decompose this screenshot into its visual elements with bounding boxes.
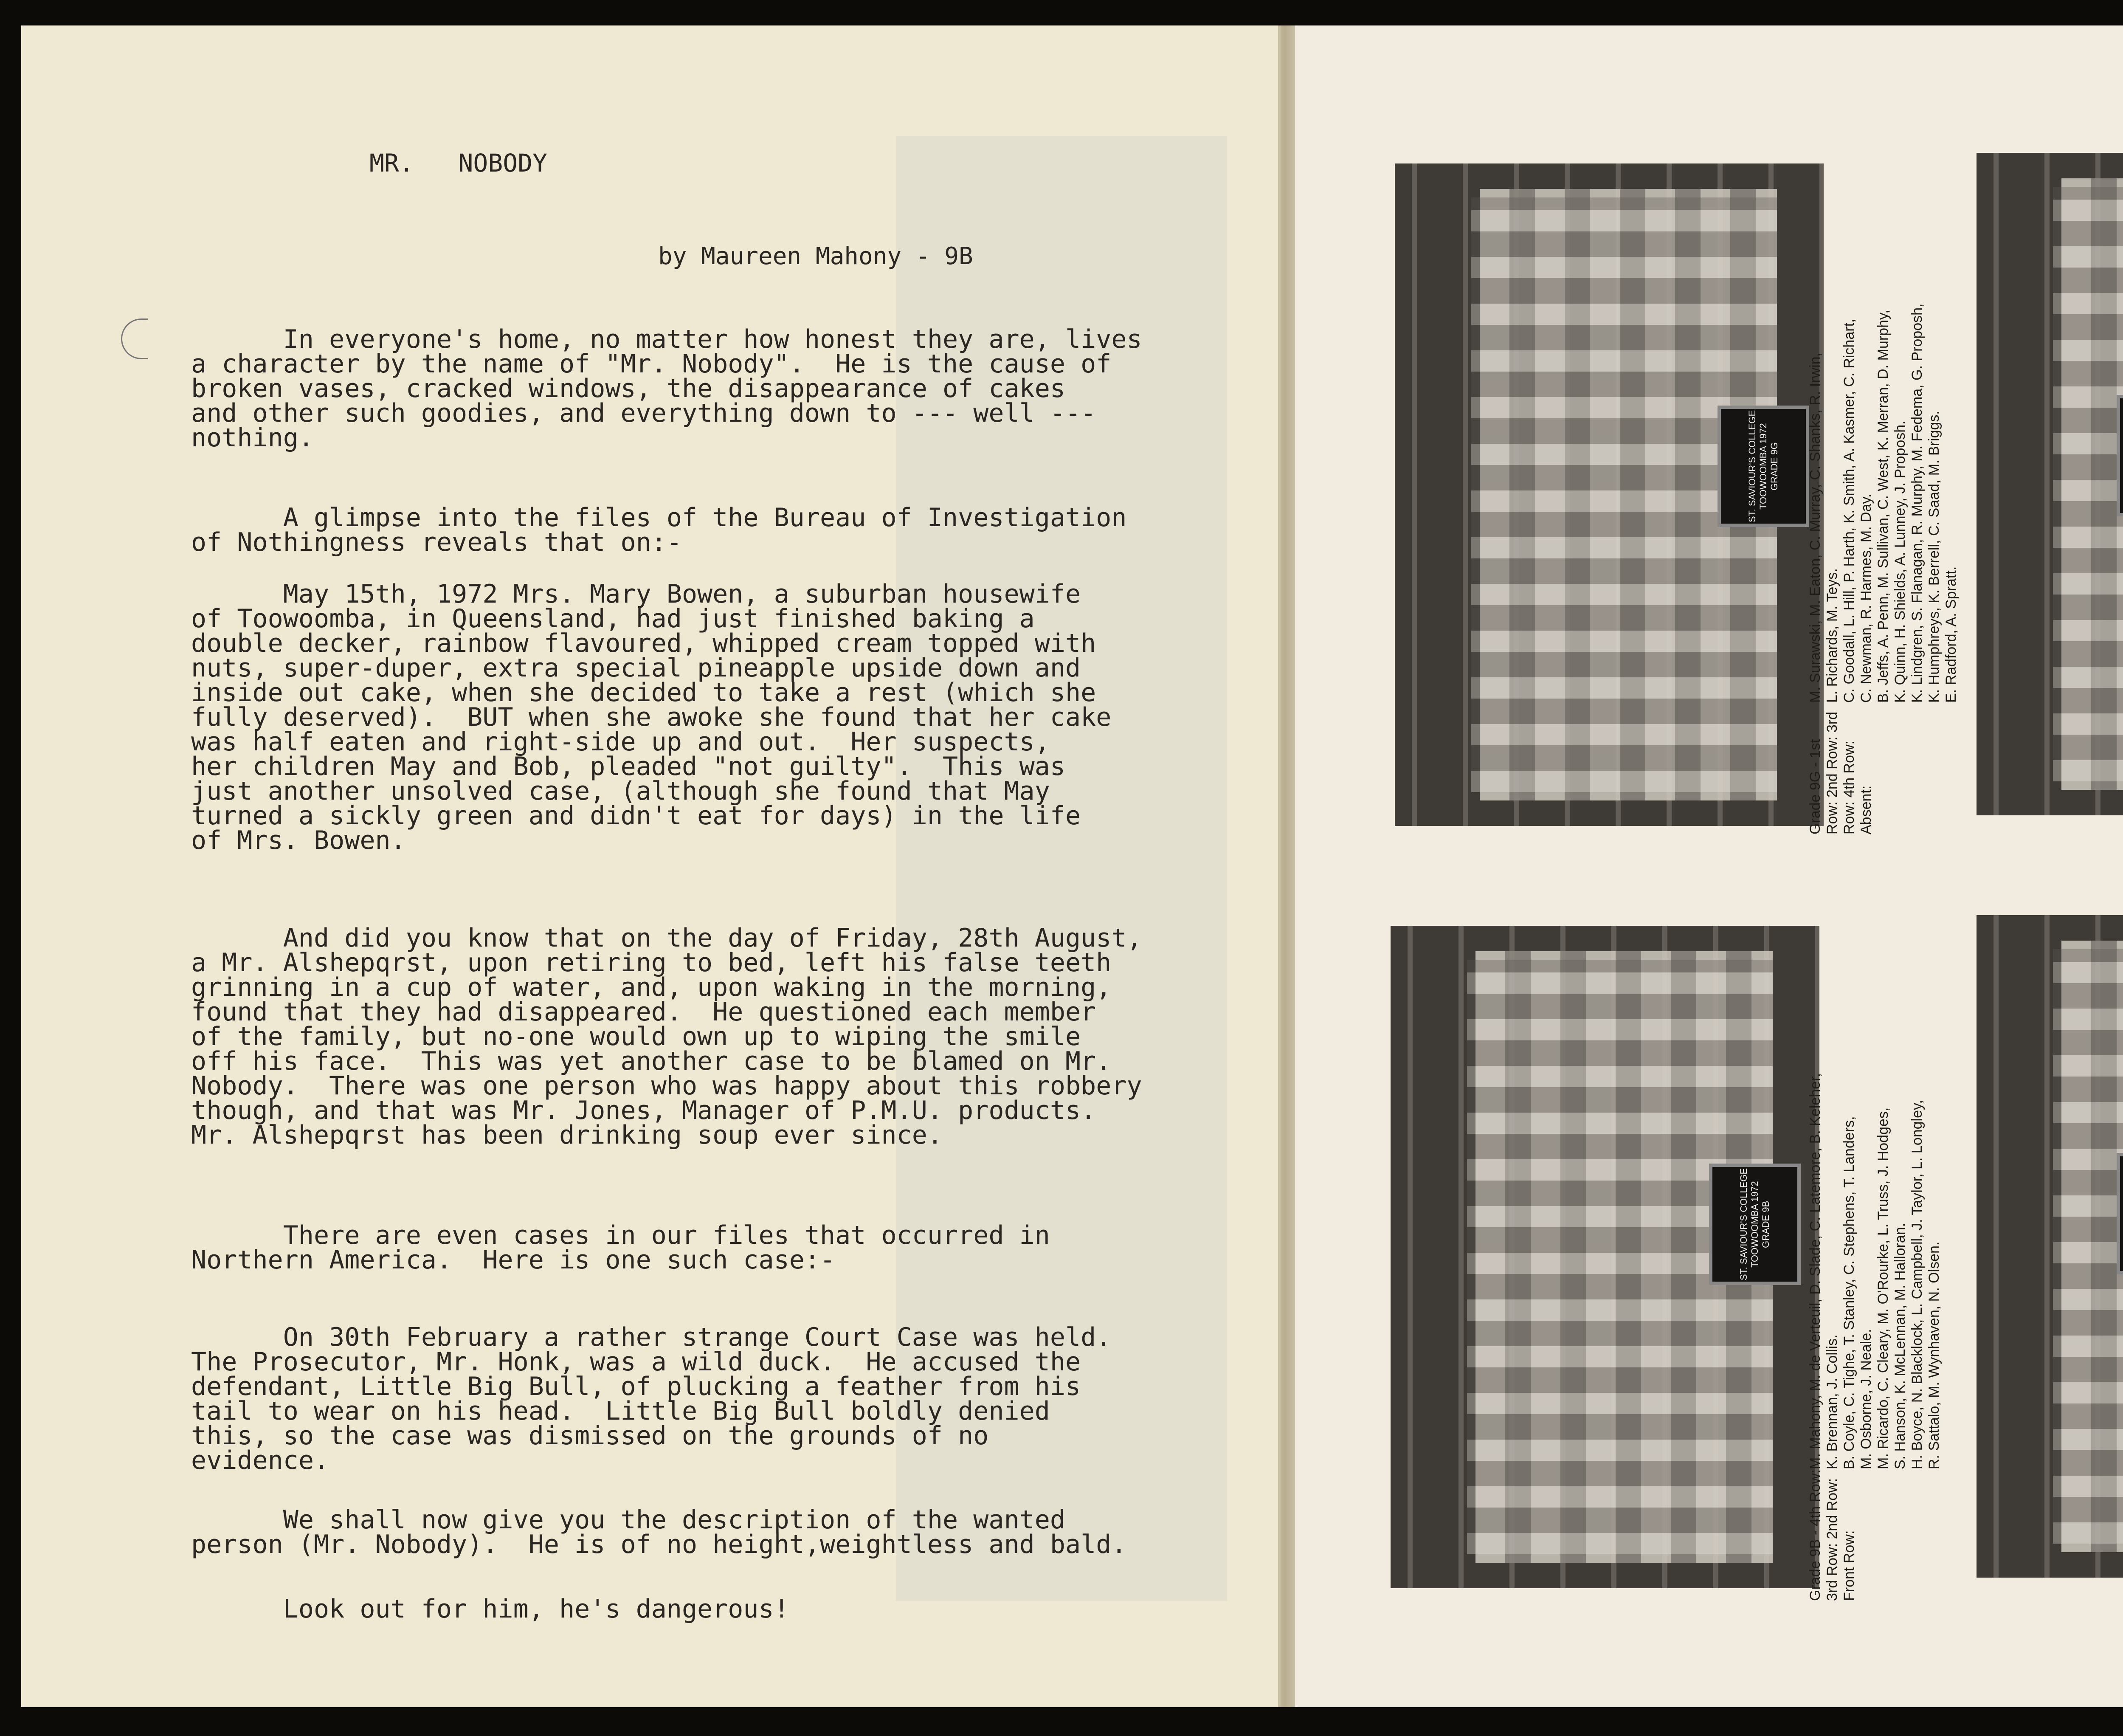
class-sign: ST. SAVIOUR'S COLLEGE TOOWOOMBA 1972 GRADE 9G [1718,406,1809,527]
class-sign [2117,395,2123,516]
paragraph: There are even cases in our files that occurred in Northern America. Here is one such case:- [191,1220,1050,1275]
caption-9g [1807,172,1959,834]
paragraph: A glimpse into the files of the Bureau of Investigation of Nothingness reveals that on:- [191,503,1127,557]
caption-row-labels: Grade 9G - 1st Row: 2nd Row: 3rd Row: 4th Row: Absent: [1807,711,1874,834]
class-sign: ST. SAVIOUR'S COLLEGE TOOWOOMBA 1972 GRADE 9B [1709,1164,1801,1285]
paragraph: On 30th February a rather strange Court Case was held. The Prosecutor, Mr. Honk, was a wild duck. He accused the defendant, Little Big Bull, of plucking a feather from his tail to wear on his head. Little Big Bull boldly denied this, so the case was dismissed on the grounds of no evidence. [191,1322,1112,1475]
paragraph: And did you know that on the day of Friday, 28th August, a Mr. Alshepqrst, upon retiring to bed, left his false teeth grinning in a cup of water, and, upon waking in the morning, found that they had disappeared. He questioned each member of the family, but no-one would own up to wiping the smile off his face. This was yet another case to be blamed on Mr. Nobody. There was one person who was happy about this robbery though, and that was Mr. Jones, Manager of P.M.U. products. Mr. Alshepqrst has been drinking soup ever since. [191,923,1142,1150]
caption-row-labels: Grade 9B - 4th Row: 3rd Row: 2nd Row: Front Row: [1807,1469,1857,1601]
class-photo-9b [1391,926,1819,1588]
right-page [1295,25,2123,1707]
caption-9b [1807,938,1947,1601]
paragraph: We shall now give you the description of the wanted person (Mr. Nobody). He is of no height,weightless and bald. [191,1505,1127,1559]
margin-mark [121,318,148,359]
paragraph: In everyone's home, no matter how honest they are, lives a character by the name of "Mr. Nobody". He is the cause of broken vases, cracked windows, the disappearance of cakes and other such goodies, and everything down to --- well --- nothing. [191,324,1142,453]
caption-names: M. Mahony, M. de Verteuil, D. Slade, C. Latemore, B. Keleher, K. Brennan, J. Collis. B. Coyle, C. Tighe, T. Stanley, C. Stephens, T. Landers, M. Osborne, J. Neale. M. Ricardo, C. Cleary, M. O'Rourke, L. Truss, J. Hodges, S. Hanson, K. McLennan, M. Halloran. H. Boyce, N. Blacklock, L. Campbell, J. Taylor, L. Longley, R. Sattalo, M. Wynhaven, N. Olsen. [1807,1073,1942,1469]
story-title: MR. NOBODY [369,149,548,178]
class-sign [2117,1153,2123,1274]
class-photo-9g [1395,163,1824,826]
left-page [21,25,1281,1707]
class-photo-9r [1977,915,2123,1578]
paragraph: May 15th, 1972 Mrs. Mary Bowen, a suburban housewife of Toowoomba, in Queensland, had just finished baking a double decker, rainbow flavoured, whipped cream topped with nuts, super-duper, extra special pineapple upside down and inside out cake, when she decided to take a rest (which she fully deserved). BUT when she awoke she found that her cake was half eaten and right-side up and out. Her suspects, her children May and Bob, pleaded "not guilty". This was just another unsolved case, (although she found that May turned a sickly green and didn't eat for days) in the life of Mrs. Bowen. [191,579,1112,855]
paragraph: Look out for him, he's dangerous! [191,1594,789,1624]
caption-names: M. Surawski, M. Eaton, C. Murray, C. Shanks, R. Irwin, L. Richards, M. Teys. C. Goodall, L. Hill, P. Harth, K. Smith, A. Kasmer, C. Richart, C. Newman, R. Harmes, M. Day. B. Jeffs, A. Penn, M. Sullivan, C. West, K. Merran, D. Murphy, K. Quinn, H. Shields, A. Lunney, J. Proposh. K. Lindgren, S. Flanagan, R. Murphy, M. Fedema, G. Proposh, K. Humphreys, K. Berrell, C. Saad, M. Briggs. E. Radford, A. Spratt. [1807,303,1959,703]
story-byline: by Maureen Mahony - 9B [658,242,973,270]
class-photo-9w [1977,153,2123,815]
